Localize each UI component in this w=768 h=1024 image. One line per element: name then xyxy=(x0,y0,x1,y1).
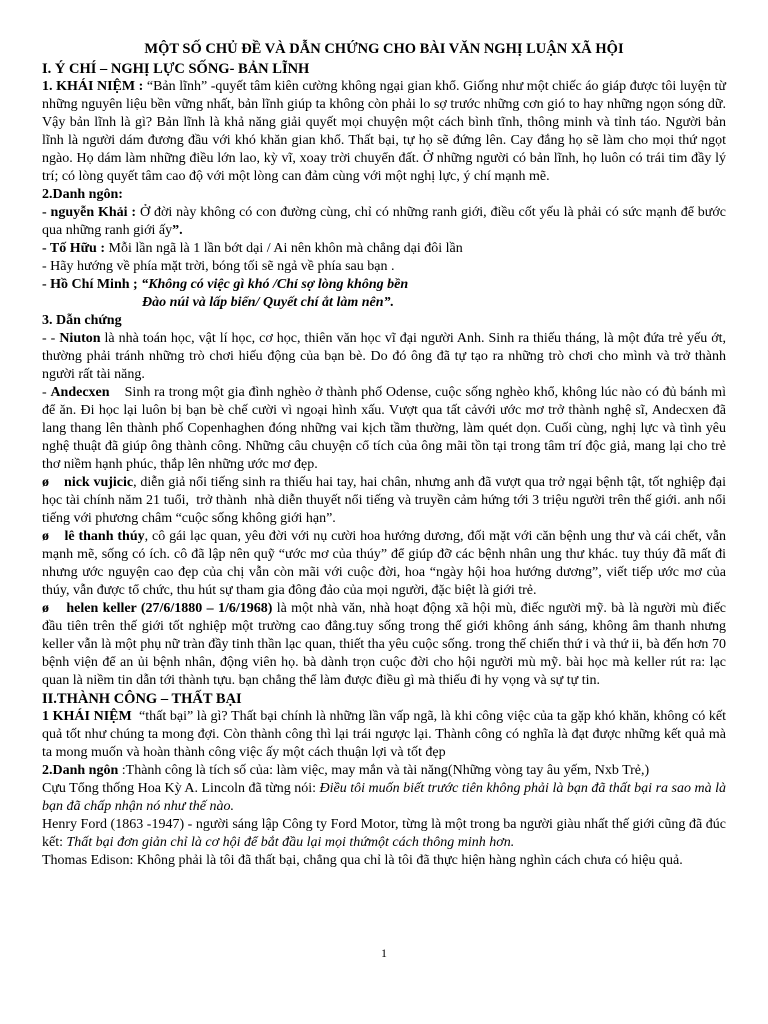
quotes-text: :Thành công là tích số của: làm việc, may mắn và tài năng(Những vòng tay âu yếm, Nxb Trẻ,) xyxy=(118,763,650,778)
quote-to-huu xyxy=(42,240,726,258)
quote-edison: Thomas Edison: Không phải là tôi đã thất bại, chẳng qua chỉ là tôi đã thực hiện hàng nghìn cách chưa có hiệu quả. xyxy=(42,853,683,868)
evidence-andersen xyxy=(42,384,730,474)
page-number: 1 xyxy=(381,946,387,960)
quote-text: Điều tôi muốn biết trước tiên không phải là bạn đã thất bại ra sao mà là bạn đã chấp nhận nó như thế nào. xyxy=(42,781,726,814)
quotes-heading: 2.Danh ngôn: xyxy=(42,187,123,202)
evidence-text: là nhà toán học, vật lí học, cơ học, thiên văn học vĩ đại người Anh. Sinh ra thiếu tháng, là một đứa trẻ yếu ớt, thường phải tránh những trò chơi hiếu động của bạn bè. Do đó ông đã tự tạo ra những trò chơi cho mình và trở thành người rất tài năng. xyxy=(42,331,726,382)
quote-end: ”. xyxy=(172,223,183,238)
quote-nguyen-khai xyxy=(42,204,726,240)
quote-lincoln xyxy=(42,780,726,816)
evidence-name: Andecxen xyxy=(50,385,110,400)
evidence-text: , diễn giả nổi tiếng sinh ra thiếu hai tay, hai chân, nhưng anh đã vượt qua trở ngại bệnh tật, tốt nghiệp đại học tài chính năm 21 tuổi, trở thành nhà diễn thuyết nổi tiếng và truyền cảm hứng tới 3 triệu người trên thế giới. anh nổi tiếng với phương châm “cuộc sống không giới hạn”. xyxy=(42,475,730,526)
evidence-name: Niuton xyxy=(59,331,101,346)
quote-author: - Hồ Chí Minh ; xyxy=(42,277,138,292)
evidence-helen-keller xyxy=(42,600,730,690)
evidence-nick-vujicic xyxy=(42,474,730,528)
evidence-le-thanh-thuy xyxy=(42,528,730,600)
definition-label: 1 KHÁI NIỆM xyxy=(42,709,132,724)
quote-ford xyxy=(42,816,726,852)
quote-ho-chi-minh xyxy=(42,276,726,294)
section-2-quotes xyxy=(42,762,726,780)
definition-text: “Bản lĩnh” -quyết tâm kiên cường không ngại gian khổ. Giống như một chiếc áo giáp được tôi luyện từ những nguyên liệu bền vững nhất, bản lĩnh giúp ta không còn phải lo sợ trước những cơn gió to hay những ngọn sóng dữ. Vậy bản lĩnh là gì? Bản lĩnh là khả năng giải quyết mọi chuyện một cách bình tĩnh, thông minh và tỉnh táo. Người bản lĩnh là người dám đương đầu với khó khăn gian khổ. Thất bại, tự họ sẽ đứng lên. Cay đắng họ sẽ làm cho mọi thứ ngọt ngào. Họ dám làm những điều lớn lao, kỳ vĩ, xoay trời chuyển đất. Ở những người có bản lĩnh, họ luôn có trái tim đầy lý trí; có lòng quyết tâm cao độ với một lòng can đảm cùng với một nghị lực, ý chí mạnh mẽ. xyxy=(42,79,726,184)
quote-author: - Tố Hữu : xyxy=(42,241,105,256)
evidence-name: helen keller (27/6/1880 – 1/6/1968) xyxy=(66,601,273,616)
quote-intro: Henry Ford (1863 -1947) - người sáng lập Công ty Ford Motor, từng là một trong ba người giàu nhất thế giới cũng đã đúc kết: xyxy=(42,817,726,850)
quote-sun: - Hãy hướng về phía mặt trời, bóng tối sẽ ngả về phía sau bạn . xyxy=(42,259,395,274)
evidence-newton xyxy=(42,330,726,384)
quote-text: Ở đời này không có con đường cùng, chỉ có những ranh giới, điều cốt yếu là phải có sức mạnh để bước qua những ranh giới ấy xyxy=(42,205,727,238)
bullet-glyph: ø xyxy=(42,475,65,490)
quote-author: - nguyễn Khải : xyxy=(42,205,137,220)
section-2-definition xyxy=(42,708,730,762)
evidence-name: nick vujicic xyxy=(64,475,134,490)
bullet-glyph: ø xyxy=(42,529,65,544)
quote-ho-chi-minh-line-2: Đào núi và lấp biển/ Quyết chí ắt làm nên”. xyxy=(142,295,395,310)
definition-label: 1. KHÁI NIỆM : xyxy=(42,79,144,94)
quote-intro: Cựu Tổng thống Hoa Kỳ A. Lincoln đã từng nói: xyxy=(42,781,320,796)
section-1-heading: I. Ý CHÍ – NGHỊ LỰC SỐNG- BẢN LĨNH xyxy=(42,61,310,77)
quote-text: “Không có việc gì khó /Chỉ sợ lòng không bền xyxy=(137,277,409,292)
quote-text: Mỗi lần ngã là 1 lần bớt dại / Ai nên khôn mà chẳng dại đôi lần xyxy=(105,241,463,256)
quote-text: Thất bại đơn giản chỉ là cơ hội để bắt đầu lại mọi thứmột cách thông minh hơn. xyxy=(66,835,515,850)
bullet-glyph: ø xyxy=(42,601,67,616)
definition-text: “thất bại” là gì? Thất bại chính là những lần vấp ngã, là khi công việc của ta gặp khó khăn, không có kết quả tốt như chúng ta mong đợi. Còn thành công thì lại trái ngược lại. Thành công có nghĩa là đạt được những kết quả mà ta mong muốn và hoàn thành công việc ấy một cách thuận lợi và tốt đẹp xyxy=(42,709,730,760)
list-dash: - xyxy=(42,385,51,400)
quotes-label: 2.Danh ngôn xyxy=(42,763,119,778)
list-dash: - - xyxy=(42,331,60,346)
evidence-name: lê thanh thúy xyxy=(64,529,145,544)
evidence-text: Sinh ra trong một gia đình nghèo ở thành phố Odense, cuộc sống nghèo khổ, không lúc nào có đủ bánh mì để ăn. Đi học lại luôn bị bạn bè chế cười vì ngoại hình xấu. Vượt qua tất cảvới ước mơ trở thành nghệ sĩ, Andecxen đã lang thang lên thành phố Copenhaghen đóng những vai kịch tầm thường, làm quét dọn. Cuối cùng, nghị lực và tình yêu nghệ thuật đã giúp ông thành công. Những câu chuyện cổ tích của ông mãi tồn tại trong tâm trí độc giả, mang lại cho trẻ thơ niềm hạnh phúc, thắp lên những ước mơ đẹp. xyxy=(42,385,730,472)
section-1-definition xyxy=(42,78,726,186)
evidence-heading: 3. Dẫn chứng xyxy=(42,313,122,328)
evidence-text: , cô gái lạc quan, yêu đời với nụ cười hoa hướng dương, đối mặt với căn bệnh ung thư và cái chết, vẫn mạnh mẽ, sống có ích. cô đã lập nên quỹ “ước mơ của thúy” để giúp đỡ các bệnh nhân ung thư khác. tuy thúy đã mất đi nhưng ước nguyện cao đẹp của chị vẫn còn mãi với cuộc đời, hoa “ngày hội hoa hướng dương”, viết tiếp ước mơ của thúy, vẫn được tổ chức, thu hút sự tham gia đông đảo của mọi người, đặc biệt là giới trẻ. xyxy=(42,529,730,598)
section-2-heading: II.THÀNH CÔNG – THẤT BẠI xyxy=(42,691,242,707)
evidence-text: là một nhà văn, nhà hoạt động xã hội mù, điếc người mỹ. bà là người mù điếc đầu tiên trên thế giới tốt nghiệp một trường cao đẳng.tuy sống trong thế giới không ánh sáng, không âm thanh nhưng keller vẫn là một phụ nữ tràn đầy tinh thần lạc quan, thiết tha yêu cuộc sống. trong thế chiến thứ i và thứ ii, bà đến hơn 70 bệnh viện để an ủi bệnh nhân, động viên họ. bà dành trọn cuộc đời cho hội người mù mỹ. bài học mà keller rút ra: lạc quan là niềm tin dẫn tới thành tựu. bạn chẳng thể làm được điều gì mà thiếu đi hy vọng và sự tự tin. xyxy=(42,601,730,688)
page-title: MỘT SỐ CHỦ ĐỀ VÀ DẪN CHỨNG CHO BÀI VĂN NGHỊ LUẬN XÃ HỘI xyxy=(144,41,624,57)
